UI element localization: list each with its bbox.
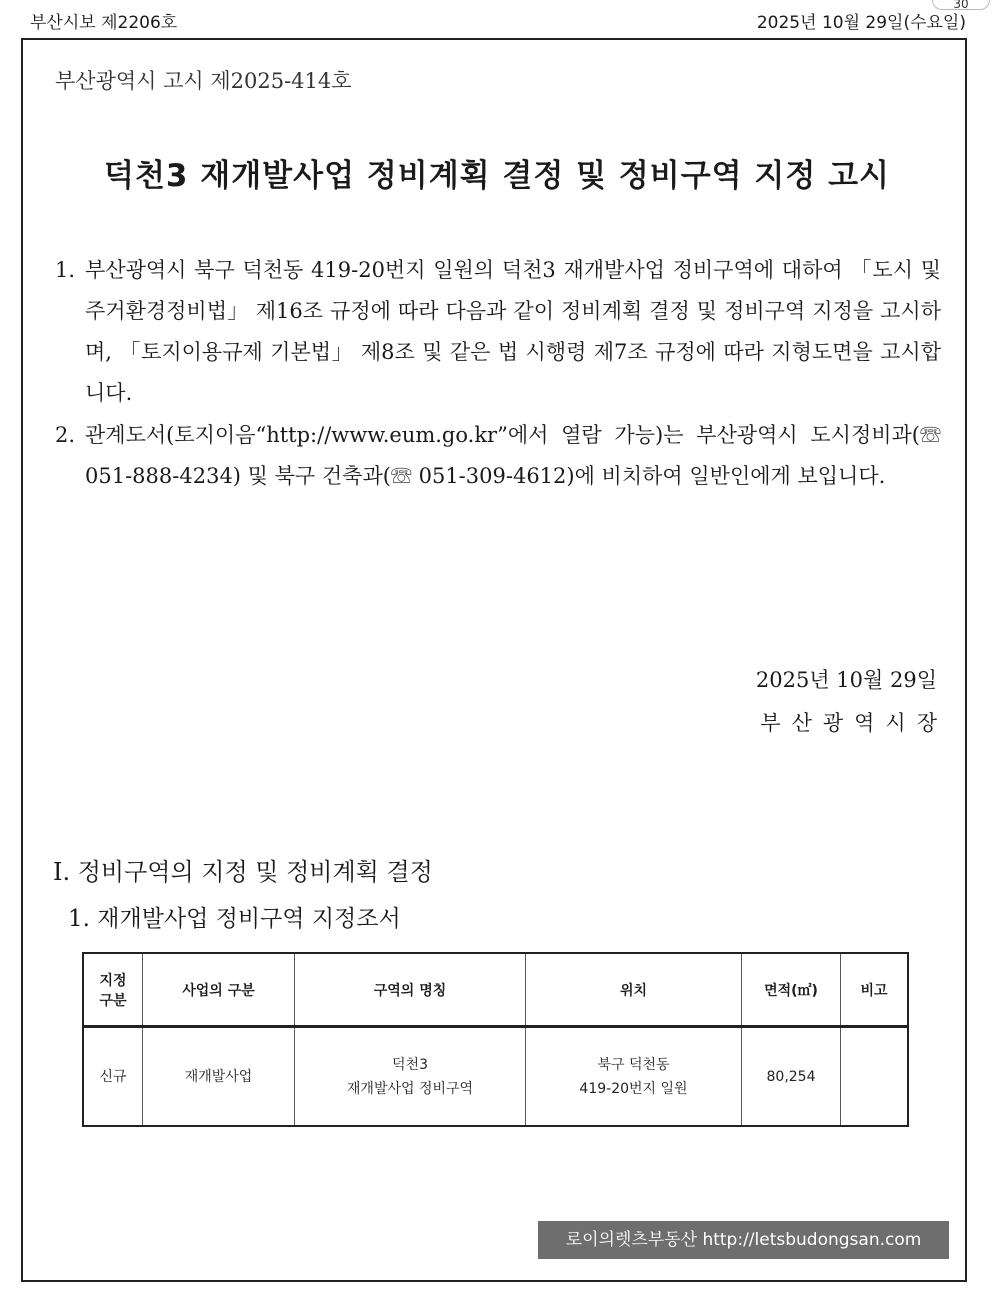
- issuer-name: 부산광역시장: [760, 711, 948, 735]
- cell-district-name: 덕천3 재개발사업 정비구역: [295, 1027, 526, 1127]
- paragraph-text: 부산광역시 북구 덕천동 419-20번지 일원의 덕천3 재개발사업 정비구역에 대하여 「도시 및 주거환경정비법」 제16조 규정에 따라 다음과 같이 정비계획 결정 및 정비구역 지정을 고시하며, 「토지이용규제 기본법」 제8조 및 같은 법 시행령 제7조 규정에 따라 지형도면을 고시합니다.: [85, 258, 941, 405]
- notice-date: 2025년 10월 29일: [755, 668, 937, 692]
- paragraph-number: 2.: [55, 423, 76, 447]
- subsection-title: 1. 재개발사업 정비구역 지정조서: [68, 906, 401, 932]
- cell-location: 북구 덕천동 419-20번지 일원: [526, 1027, 742, 1127]
- paragraph-2: [55, 415, 941, 497]
- bulletin-date: 2025년 10월 29일(수요일): [756, 13, 966, 33]
- page-badge: 30: [932, 0, 990, 10]
- notice-title: 덕천3 재개발사업 정비계획 결정 및 정비구역 지정 고시: [104, 158, 890, 194]
- paragraph-number: 1.: [55, 258, 76, 282]
- watermark-banner[interactable]: 로이의렛츠부동산 http://letsbudongsan.com: [538, 1221, 949, 1259]
- section-title: I. 정비구역의 지정 및 정비계획 결정: [53, 858, 433, 886]
- paragraph-text: 관계도서(토지이음“http://www.eum.go.kr”에서 열람 가능)는 부산광역시 도시정비과(☏ 051-888-4234) 및 북구 건축과(☏ 051-309-4612)에 비치하여 일반인에게 보입니다.: [85, 423, 941, 488]
- cell-project-type: 재개발사업: [143, 1027, 295, 1127]
- header-area: 면적(㎡): [742, 953, 841, 1027]
- cell-area: 80,254: [742, 1027, 841, 1127]
- designation-table: [82, 952, 909, 1127]
- header-location: 위치: [526, 953, 742, 1027]
- paragraph-1: [55, 250, 941, 414]
- header-remarks: 비고: [841, 953, 909, 1027]
- header-project-type: 사업의 구분: [143, 953, 295, 1027]
- cell-remarks: [841, 1027, 909, 1127]
- cell-designation-type: 신규: [83, 1027, 143, 1127]
- bulletin-issue-number: 부산시보 제2206호: [30, 13, 178, 33]
- table-header-row: [83, 953, 908, 1027]
- header-district-name: 구역의 명칭: [295, 953, 526, 1027]
- header-designation-type: 지정 구분: [83, 953, 143, 1027]
- notice-number: 부산광역시 고시 제2025-414호: [55, 69, 352, 93]
- table-row: [83, 1027, 908, 1127]
